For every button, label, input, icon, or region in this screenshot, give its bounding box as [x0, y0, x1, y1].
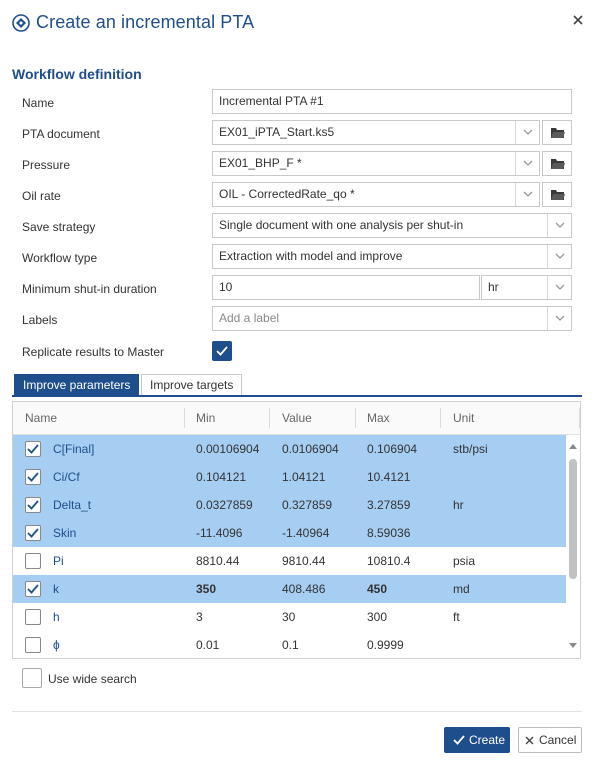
row-name: k: [53, 582, 59, 596]
row-value[interactable]: 30: [282, 610, 296, 624]
parameters-grid: [12, 401, 581, 659]
column-header-unit[interactable]: Unit: [453, 411, 475, 425]
name-label: Name: [22, 96, 55, 110]
min-shutin-unit-value: hr: [488, 280, 499, 294]
row-unit: ft: [453, 610, 460, 624]
row-max[interactable]: 10.4121: [367, 470, 411, 484]
grid-scrollbar[interactable]: [566, 435, 580, 658]
row-checkbox[interactable]: [25, 581, 41, 597]
dialog-title: Create an incremental PTA: [36, 12, 255, 32]
row-max[interactable]: 3.27859: [367, 498, 411, 512]
pta-document-label: PTA document: [22, 127, 100, 141]
row-checkbox[interactable]: [25, 553, 41, 569]
chevron-down-icon[interactable]: [547, 276, 571, 299]
column-divider[interactable]: [440, 408, 441, 428]
save-strategy-select[interactable]: [212, 213, 572, 238]
row-checkbox[interactable]: [25, 637, 41, 653]
row-max[interactable]: 300: [367, 610, 388, 624]
table-row[interactable]: [13, 463, 566, 491]
row-max[interactable]: 0.9999: [367, 638, 404, 652]
create-button[interactable]: [444, 727, 510, 753]
workflow-type-select[interactable]: [212, 244, 572, 269]
row-unit: md: [453, 582, 470, 596]
name-input[interactable]: Incremental PTA #1: [212, 89, 572, 114]
chevron-down-icon[interactable]: [515, 121, 539, 144]
diamond-icon: [12, 14, 30, 32]
row-checkbox[interactable]: [25, 497, 41, 513]
row-checkbox[interactable]: [25, 525, 41, 541]
close-icon[interactable]: [570, 14, 586, 30]
scroll-down-icon[interactable]: [569, 643, 577, 649]
row-value[interactable]: 408.486: [282, 582, 326, 596]
column-divider[interactable]: [355, 408, 356, 428]
table-row[interactable]: [13, 491, 566, 519]
wide-search-checkbox[interactable]: [22, 668, 42, 688]
check-icon: [453, 735, 465, 745]
grid-header: [13, 402, 580, 435]
row-unit: psia: [453, 554, 476, 568]
pressure-select[interactable]: [212, 151, 540, 176]
row-name: Skin: [53, 526, 77, 540]
tab-improve-targets[interactable]: Improve targets: [141, 374, 242, 396]
section-title: Workflow definition: [12, 66, 142, 82]
min-shutin-input[interactable]: 10: [212, 275, 480, 300]
column-header-name[interactable]: Name: [25, 411, 58, 425]
row-max[interactable]: 8.59036: [367, 526, 411, 540]
row-min[interactable]: 0.00106904: [196, 442, 260, 456]
table-row[interactable]: [13, 575, 566, 603]
min-shutin-unit-select[interactable]: [481, 275, 572, 300]
chevron-down-icon[interactable]: [547, 307, 571, 330]
row-value[interactable]: 0.1: [282, 638, 299, 652]
column-divider[interactable]: [269, 408, 270, 428]
row-value[interactable]: 9810.44: [282, 554, 326, 568]
column-header-min[interactable]: Min: [196, 411, 216, 425]
row-name: Delta_t: [53, 498, 92, 512]
chevron-down-icon[interactable]: [515, 183, 539, 206]
workflow-type-value: Extraction with model and improve: [219, 249, 403, 263]
row-value[interactable]: -1.40964: [282, 526, 330, 540]
chevron-down-icon[interactable]: [547, 245, 571, 268]
workflow-type-label: Workflow type: [22, 251, 98, 265]
oil-rate-value: OIL - CorrectedRate_qo *: [219, 187, 355, 201]
close-icon: [525, 736, 534, 745]
footer-divider: [12, 711, 582, 712]
row-min[interactable]: 3: [196, 610, 203, 624]
row-unit: hr: [453, 498, 464, 512]
row-name: C[Final]: [53, 442, 95, 456]
row-max[interactable]: 450: [367, 582, 388, 596]
row-name: Pi: [53, 554, 64, 568]
labels-select[interactable]: [212, 306, 572, 331]
row-min[interactable]: 0.104121: [196, 470, 247, 484]
folder-icon[interactable]: [542, 151, 572, 176]
table-row[interactable]: [13, 519, 566, 547]
row-value[interactable]: 0.0106904: [282, 442, 339, 456]
row-checkbox[interactable]: [25, 469, 41, 485]
column-divider[interactable]: [184, 408, 185, 428]
column-header-max[interactable]: Max: [367, 411, 390, 425]
labels-label: Labels: [22, 313, 58, 327]
folder-icon[interactable]: [542, 120, 572, 145]
row-min[interactable]: -11.4096: [196, 526, 243, 540]
table-row[interactable]: [13, 435, 566, 463]
folder-icon[interactable]: [542, 182, 572, 207]
row-value[interactable]: 0.327859: [282, 498, 333, 512]
row-name: ϕ: [53, 638, 60, 652]
table-row[interactable]: [13, 631, 566, 659]
pressure-value: EX01_BHP_F *: [219, 156, 302, 170]
chevron-down-icon[interactable]: [515, 152, 539, 175]
replicate-checkbox[interactable]: [212, 341, 232, 361]
row-unit: stb/psi: [453, 442, 488, 456]
labels-placeholder: Add a label: [219, 311, 280, 325]
row-min[interactable]: 0.01: [196, 638, 220, 652]
row-max[interactable]: 10810.4: [367, 554, 411, 568]
oil-rate-select[interactable]: [212, 182, 540, 207]
tab-underline: [12, 395, 582, 397]
cancel-button-label: Cancel: [539, 733, 577, 747]
row-min[interactable]: 350: [196, 582, 217, 596]
create-button-label: Create: [469, 733, 506, 747]
row-min[interactable]: 0.0327859: [196, 498, 253, 512]
row-min[interactable]: 8810.44: [196, 554, 240, 568]
pressure-label: Pressure: [22, 158, 71, 172]
table-row[interactable]: [13, 547, 566, 575]
row-max[interactable]: 0.106904: [367, 442, 418, 456]
save-strategy-label: Save strategy: [22, 220, 96, 234]
row-checkbox[interactable]: [25, 441, 41, 457]
row-name: Ci/Cf: [53, 470, 80, 484]
row-value[interactable]: 1.04121: [282, 470, 326, 484]
oil-rate-label: Oil rate: [22, 189, 61, 203]
scroll-up-icon[interactable]: [569, 443, 577, 449]
table-row[interactable]: [13, 603, 566, 631]
row-checkbox[interactable]: [25, 609, 41, 625]
row-name: h: [53, 610, 60, 624]
wide-search-label: Use wide search: [48, 672, 137, 686]
replicate-label: Replicate results to Master: [22, 345, 165, 359]
scrollbar-thumb[interactable]: [569, 459, 577, 579]
column-header-value[interactable]: Value: [282, 411, 312, 425]
save-strategy-value: Single document with one analysis per shut-in: [219, 218, 464, 232]
pta-document-select[interactable]: [212, 120, 540, 145]
chevron-down-icon[interactable]: [547, 214, 571, 237]
tab-improve-parameters[interactable]: Improve parameters: [14, 374, 139, 396]
pta-document-value: EX01_iPTA_Start.ks5: [219, 125, 335, 139]
column-divider: [579, 408, 580, 428]
min-shutin-label: Minimum shut-in duration: [22, 282, 157, 296]
cancel-button[interactable]: [518, 727, 582, 753]
